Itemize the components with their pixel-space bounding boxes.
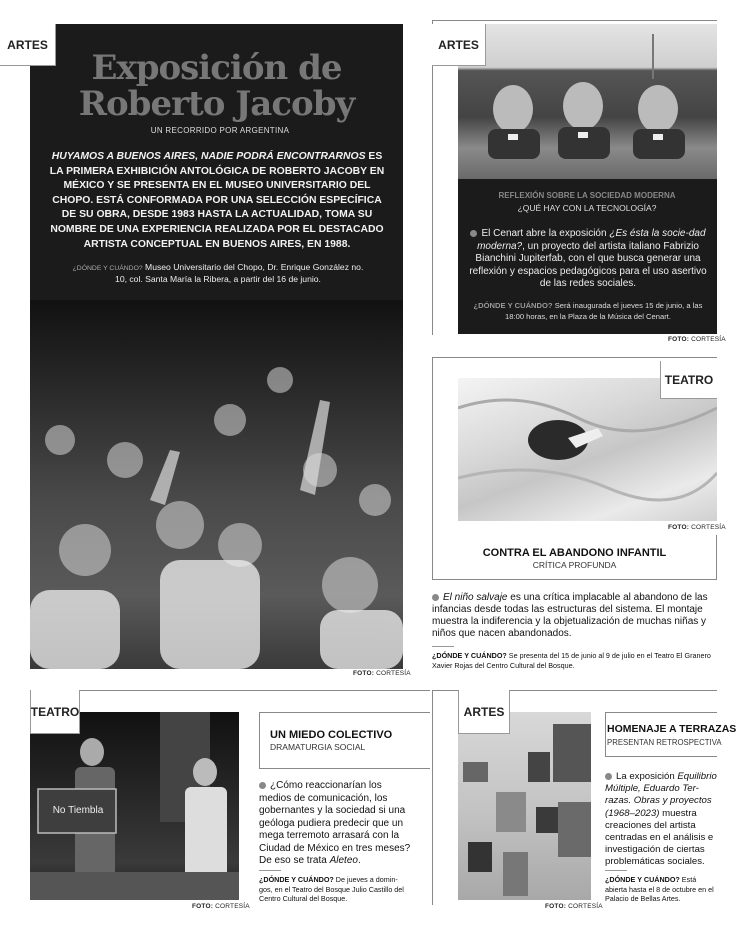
crowd-figures bbox=[30, 300, 403, 669]
terrazas-when-text: Está abierta hasta el 8 de octubre en el Palacio de Bellas Artes. bbox=[605, 875, 714, 903]
terrazas-body-italic: Equilibrio Múltiple, Eduardo Ter-razas. Obras y proyectos (1968–2023) bbox=[605, 771, 717, 819]
terrazas-subhead: PRESENTAN RETROSPECTIVA bbox=[607, 738, 722, 747]
cenart-body bbox=[468, 228, 708, 291]
credit-text: CORTESÍA bbox=[689, 336, 726, 343]
cenart-body-italic: ¿Es ésta la socie-dad moderna? bbox=[477, 228, 706, 252]
miedo-rule bbox=[259, 870, 281, 871]
nino-when-text: Se presenta del 15 de junio al 9 de julio en el Teatro El Granero Xavier Rojas del Centro Cultural del Bosque. bbox=[432, 651, 711, 670]
nino-when bbox=[432, 651, 717, 671]
cenart-frame-top bbox=[432, 20, 717, 21]
cenart-body-b: , un proyecto del artista italiano Fabrizio Bianchini Jupiterfab, con el que busca generar una reflexión y espacios pedagógicos para el uso asertivo de las redes sociales. bbox=[469, 240, 707, 290]
terrazas-head-box-bottom bbox=[605, 756, 717, 757]
nino-section-tag: TEATRO bbox=[660, 361, 717, 399]
cenart-mural-photo bbox=[458, 24, 717, 179]
stage-sign-text: No Tiembla bbox=[52, 805, 104, 816]
terrazas-frame-left bbox=[432, 690, 433, 905]
credit-text: CORTESÍA bbox=[374, 670, 411, 677]
jacoby-when-text: Museo Universitario del Chopo, Dr. Enrique González no. 10, col. Santa María la Ribera, a partir del 16 de junio. bbox=[115, 262, 364, 284]
miedo-body-a: ¿Cómo reaccionarían los medios de comunicación, los gobernantes y la sociedad si una geóloga pudiera predecir que un mega terremoto arrasará con la Ciudad de México en tres meses? De eso se trata bbox=[259, 780, 411, 866]
mural-figures bbox=[458, 24, 717, 179]
cenart-subkicker: ¿QUÉ HAY CON LA TECNOLOGÍA? bbox=[517, 203, 657, 213]
terrazas-body bbox=[605, 771, 717, 869]
terrazas-photo-credit bbox=[545, 903, 603, 910]
credit-text: CORTESÍA bbox=[689, 524, 726, 531]
miedo-when bbox=[259, 875, 409, 904]
miedo-stage-photo bbox=[30, 712, 239, 900]
nino-frame-top bbox=[432, 357, 717, 358]
bullet-icon bbox=[470, 230, 477, 237]
nino-head-box-bottom bbox=[432, 579, 717, 580]
miedo-photo-credit bbox=[192, 903, 250, 910]
jacoby-title-line1: Exposición de bbox=[91, 48, 342, 88]
jacoby-title bbox=[30, 50, 403, 122]
credit-label: FOTO: bbox=[545, 903, 567, 910]
jacoby-lead-italic: HUYAMOS A BUENOS AIRES, NADIE PODRÁ ENCONTRARNOS bbox=[51, 151, 366, 162]
jacoby-lead-rest: ES LA PRIMERA EXHIBICIÓN ANTOLÓGICA DE ROBERTO JACOBY EN MÉXICO Y SE PRESENTA EN EL MUSEO UNIVERSITARIO DEL CHOPO. ESTÁ CONFORMADA POR UNA SELECCIÓN ESPECÍFICA DE SU OBRA, DESDE 1983 HASTA LA ACTUALIDAD, TOMA SU NOMBRE DE UNA EXPERIENCIA REALIZADA POR EL DESTACADO ARTISTA CONCEPTUAL EN BUENOS AIRES, EN 1988. bbox=[49, 151, 385, 250]
cenart-section-tag: ARTES bbox=[432, 24, 486, 66]
miedo-frame-top bbox=[80, 690, 430, 691]
jacoby-when-label: ¿DÓNDE Y CUÁNDO? bbox=[72, 265, 143, 272]
terrazas-headline: HOMENAJE A TERRAZAS bbox=[607, 723, 737, 735]
credit-label: FOTO: bbox=[192, 903, 214, 910]
gallery-artworks bbox=[458, 712, 591, 900]
jacoby-subtitle: UN RECORRIDO POR ARGENTINA bbox=[150, 126, 290, 135]
terrazas-body-b: muestra creaciones del artista centradas en el análisis e investigación de ciertas problemáticas sociales. bbox=[605, 807, 714, 868]
credit-text: CORTESÍA bbox=[566, 903, 603, 910]
jacoby-when bbox=[70, 262, 366, 285]
nino-body-italic: El niño salvaje bbox=[443, 592, 508, 603]
nino-body bbox=[432, 592, 717, 640]
miedo-subhead: DRAMATURGIA SOCIAL bbox=[270, 742, 366, 752]
terrazas-head-box-top bbox=[605, 712, 717, 713]
miedo-when-label: ¿DÓNDE Y CUÁNDO? bbox=[259, 875, 334, 884]
cenart-body-a: El Cenart abre la exposición bbox=[481, 228, 610, 239]
miedo-head-box-top bbox=[259, 712, 430, 713]
jacoby-crowd-photo bbox=[30, 300, 403, 669]
cenart-frame-left bbox=[432, 20, 433, 335]
jacoby-section-tag: ARTES bbox=[0, 24, 56, 66]
cenart-when-label: ¿DÓNDE Y CUÁNDO? bbox=[473, 301, 553, 310]
credit-label: FOTO: bbox=[668, 524, 690, 531]
nino-bed-photo bbox=[458, 378, 717, 521]
miedo-head-box-bottom bbox=[259, 768, 430, 769]
miedo-body-b: . bbox=[357, 855, 361, 866]
miedo-section-tag: TEATRO bbox=[30, 690, 80, 734]
credit-text: CORTESÍA bbox=[213, 903, 250, 910]
bullet-icon bbox=[432, 594, 439, 601]
nino-headline: CONTRA EL ABANDONO INFANTIL bbox=[482, 547, 667, 559]
terrazas-rule bbox=[605, 870, 627, 871]
terrazas-when bbox=[605, 875, 717, 904]
terrazas-when-label: ¿DÓNDE Y CUÁNDO? bbox=[605, 875, 680, 884]
bullet-icon bbox=[259, 782, 266, 789]
bed-sheets bbox=[458, 378, 717, 521]
nino-frame-left bbox=[432, 357, 433, 535]
terrazas-section-tag: ARTES bbox=[458, 690, 510, 734]
terrazas-body-a: La exposición bbox=[616, 771, 678, 782]
miedo-body-italic: Aleteo bbox=[329, 855, 358, 866]
jacoby-title-line2: Roberto Jacoby bbox=[78, 84, 355, 124]
cenart-when-text: Será inaugurada el jueves 15 de junio, a las 18:00 horas, en la Plaza de la Música del Cenart. bbox=[505, 301, 703, 321]
miedo-when-text: De jueves a domin-gos, en el Teatro del Bosque Julio Castillo del Centro Cultural del Bosque. bbox=[259, 875, 404, 903]
cenart-photo-credit bbox=[668, 336, 726, 343]
nino-rule bbox=[432, 646, 454, 647]
cenart-when bbox=[468, 301, 708, 322]
jacoby-lead bbox=[48, 150, 386, 252]
terrazas-gallery-photo bbox=[458, 712, 591, 900]
miedo-head-box-left bbox=[259, 712, 260, 768]
nino-when-label: ¿DÓNDE Y CUÁNDO? bbox=[432, 651, 507, 660]
credit-label: FOTO: bbox=[668, 336, 690, 343]
nino-photo-credit bbox=[668, 524, 726, 531]
miedo-headline: UN MIEDO COLECTIVO bbox=[270, 729, 393, 741]
bullet-icon bbox=[605, 773, 612, 780]
cenart-kicker: REFLEXIÓN SOBRE LA SOCIEDAD MODERNA bbox=[498, 191, 676, 200]
credit-label: FOTO: bbox=[353, 670, 375, 677]
miedo-body bbox=[259, 780, 411, 868]
terrazas-head-box-left bbox=[605, 712, 606, 756]
nino-body-rest: es una crítica implacable al abandono de las infancias desde todas las estructuras del sistema. El montaje muestra la indiferencia y la objetualización de muchas niñas y niños que nacen abandonados. bbox=[432, 592, 708, 639]
jacoby-photo-credit bbox=[353, 670, 411, 677]
nino-subhead: CRÍTICA PROFUNDA bbox=[532, 560, 617, 570]
